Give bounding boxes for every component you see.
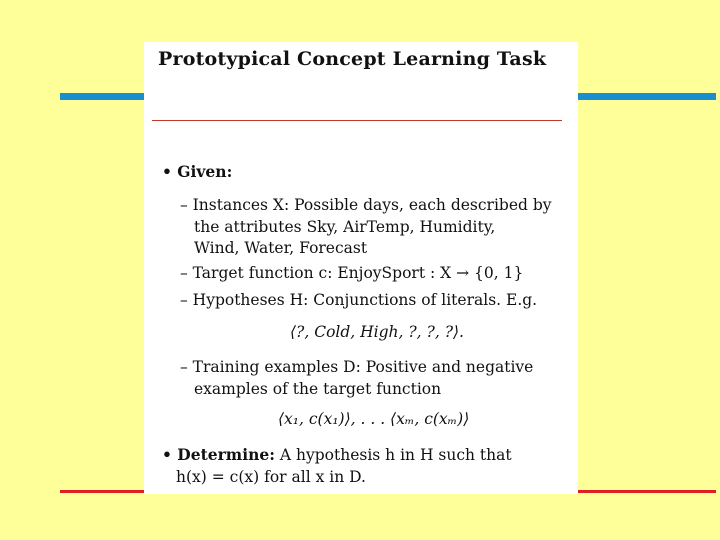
slide-title: Prototypical Concept Learning Task (158, 48, 547, 70)
instances-line-3: Wind, Water, Forecast (194, 239, 368, 257)
hypotheses-line: – Hypotheses H: Conjunctions of literals. E.g. (180, 291, 538, 309)
training-examples-formula: ⟨x₁, c(x₁)⟩, . . . ⟨xₘ, c(xₘ)⟩ (278, 410, 470, 428)
red-accent-bar-right (578, 490, 716, 493)
target-function-line: – Target function c: EnjoySport : X → {0, 1} (180, 264, 524, 282)
training-line-1: – Training examples D: Positive and negative (180, 358, 534, 376)
title-rule (152, 120, 562, 121)
given-heading: • Given: (162, 162, 233, 181)
blue-accent-bar-right (578, 93, 716, 100)
hypothesis-example: ⟨?, Cold, High, ?, ?, ?⟩. (290, 323, 464, 341)
blue-accent-bar-left (60, 93, 144, 100)
instances-line-1: – Instances X: Possible days, each described by (180, 196, 552, 214)
determine-heading: • Determine: (162, 445, 275, 464)
training-line-2: examples of the target function (194, 380, 442, 398)
determine-text-2: h(x) = c(x) for all x in D. (176, 468, 366, 486)
determine-text-1: A hypothesis h in H such that (279, 446, 512, 464)
slide-content-page (144, 42, 578, 494)
instances-line-2: the attributes Sky, AirTemp, Humidity, (194, 218, 496, 236)
red-accent-bar-left (60, 490, 144, 493)
